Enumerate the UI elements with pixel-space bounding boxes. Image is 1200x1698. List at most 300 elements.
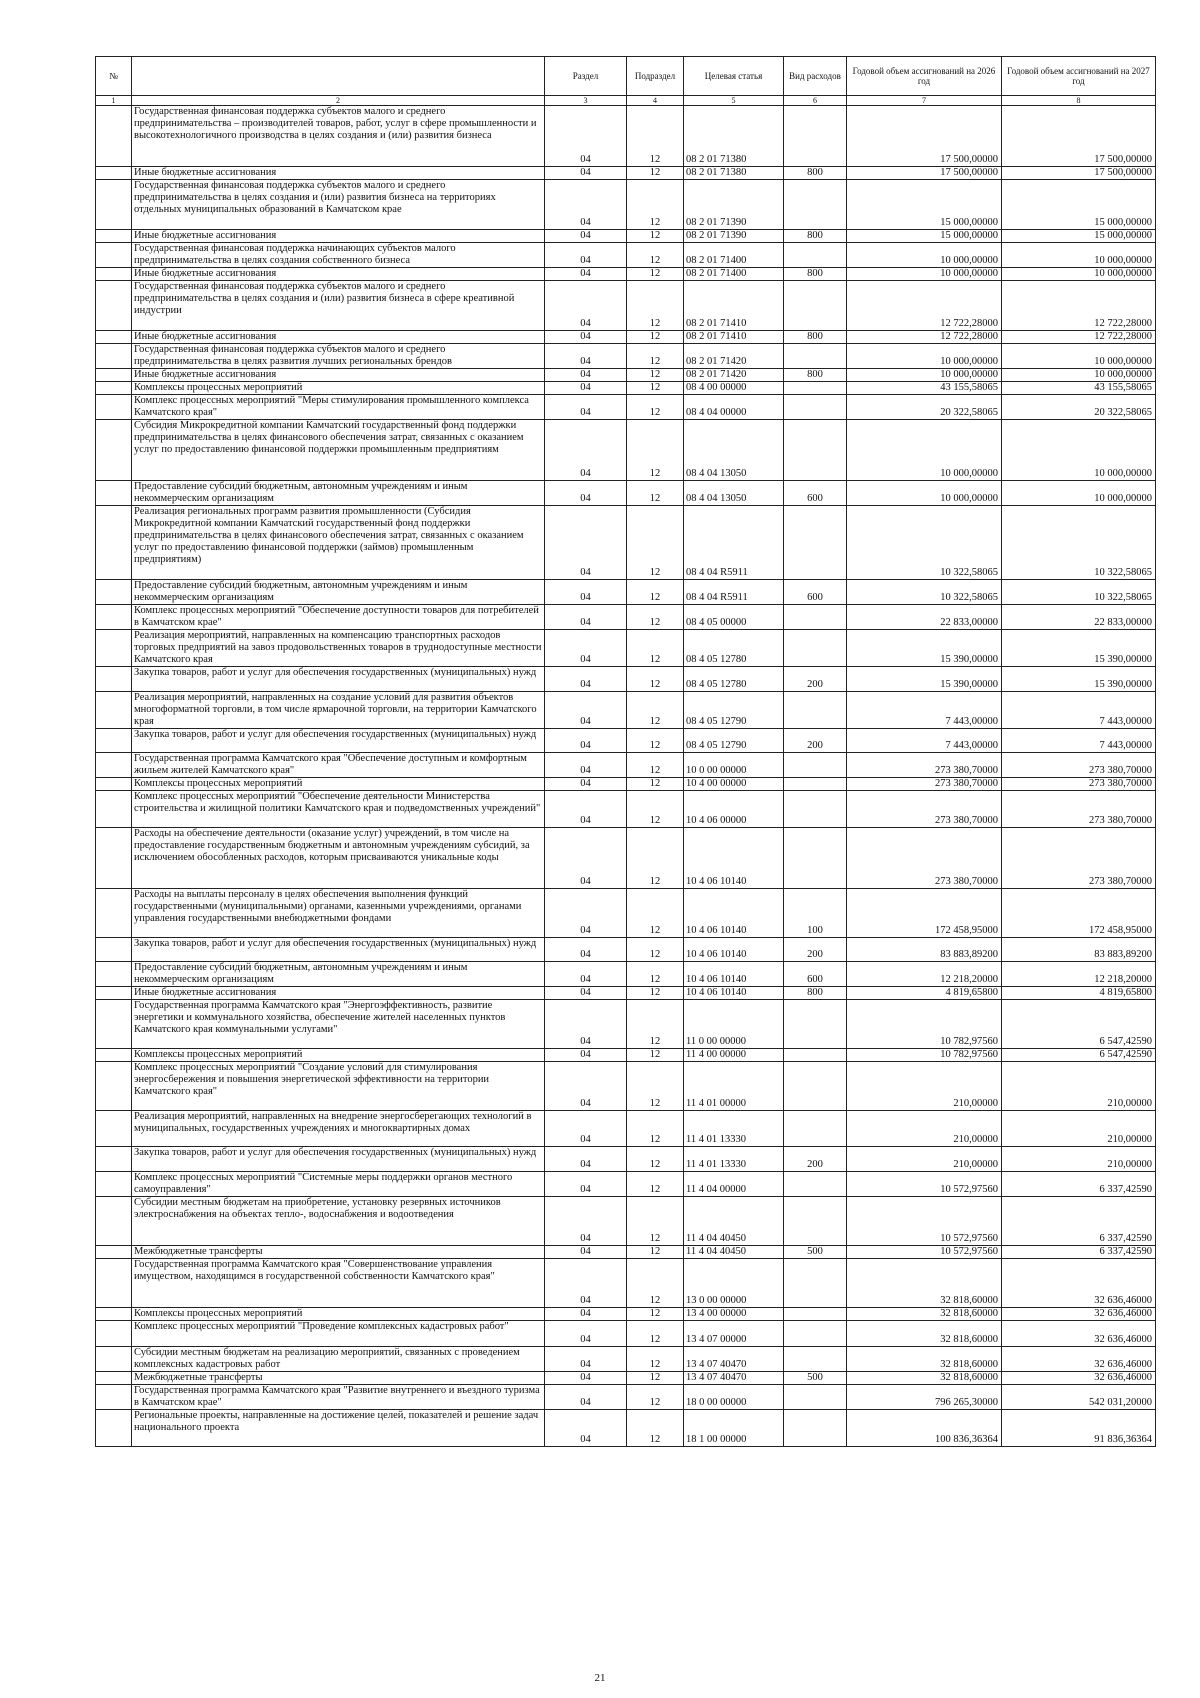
row-number [96, 605, 132, 630]
row-razdel: 04 [545, 987, 627, 1000]
row-podrazdel: 12 [627, 828, 684, 889]
row-amount-2027: 6 337,42590 [1002, 1172, 1156, 1197]
header-index: 7 [847, 96, 1002, 106]
row-razdel: 04 [545, 1000, 627, 1049]
row-razdel: 04 [545, 889, 627, 938]
row-expense-type [784, 1410, 847, 1447]
row-target-article: 08 2 01 71390 [684, 180, 784, 230]
row-amount-2026: 10 322,58065 [847, 580, 1002, 605]
row-number [96, 692, 132, 729]
row-amount-2027: 15 390,00000 [1002, 667, 1156, 692]
row-podrazdel: 12 [627, 369, 684, 382]
row-amount-2027: 10 000,00000 [1002, 420, 1156, 481]
row-number [96, 1347, 132, 1372]
row-expense-type: 200 [784, 729, 847, 753]
row-podrazdel: 12 [627, 1062, 684, 1111]
row-expense-type: 600 [784, 481, 847, 506]
row-number [96, 331, 132, 344]
row-razdel: 04 [545, 506, 627, 580]
row-target-article: 13 4 07 00000 [684, 1321, 784, 1347]
row-number [96, 828, 132, 889]
header-index: 8 [1002, 96, 1156, 106]
row-name: Расходы на выплаты персоналу в целях обеспечения выполнения функций государственными (муниципальными) органами, казенными учреждениями, органами управления государственными внебюджетными фондами [132, 889, 545, 938]
row-target-article: 08 4 00 00000 [684, 382, 784, 395]
row-target-article: 08 4 05 00000 [684, 605, 784, 630]
row-razdel: 04 [545, 667, 627, 692]
row-amount-2027: 4 819,65800 [1002, 987, 1156, 1000]
row-amount-2027: 210,00000 [1002, 1111, 1156, 1147]
row-expense-type: 800 [784, 268, 847, 281]
row-name: Государственная финансовая поддержка субъектов малого и среднего предпринимательства в целях создания и (или) развития бизнеса в сфере креативной индустрии [132, 281, 545, 331]
row-number [96, 344, 132, 369]
row-expense-type: 500 [784, 1372, 847, 1385]
row-podrazdel: 12 [627, 962, 684, 987]
row-number [96, 962, 132, 987]
row-target-article: 18 1 00 00000 [684, 1410, 784, 1447]
row-expense-type [784, 1062, 847, 1111]
row-number [96, 1259, 132, 1308]
table-row [96, 1147, 1156, 1172]
row-expense-type [784, 243, 847, 268]
row-target-article: 08 4 05 12780 [684, 630, 784, 667]
row-amount-2026: 10 322,58065 [847, 506, 1002, 580]
row-razdel: 04 [545, 1147, 627, 1172]
row-amount-2026: 273 380,70000 [847, 828, 1002, 889]
row-number [96, 1385, 132, 1410]
row-amount-2026: 4 819,65800 [847, 987, 1002, 1000]
row-amount-2026: 10 000,00000 [847, 420, 1002, 481]
row-expense-type [784, 778, 847, 791]
row-razdel: 04 [545, 1172, 627, 1197]
row-name: Закупка товаров, работ и услуг для обеспечения государственных (муниципальных) нужд [132, 667, 545, 692]
row-expense-type [784, 828, 847, 889]
row-podrazdel: 12 [627, 1308, 684, 1321]
row-amount-2026: 273 380,70000 [847, 778, 1002, 791]
row-razdel: 04 [545, 382, 627, 395]
row-target-article: 08 2 01 71380 [684, 167, 784, 180]
row-number [96, 729, 132, 753]
row-target-article: 08 2 01 71400 [684, 243, 784, 268]
row-number [96, 580, 132, 605]
table-row [96, 1259, 1156, 1308]
row-podrazdel: 12 [627, 1259, 684, 1308]
row-number [96, 889, 132, 938]
row-podrazdel: 12 [627, 420, 684, 481]
row-razdel: 04 [545, 243, 627, 268]
table-row [96, 230, 1156, 243]
row-target-article: 11 4 04 00000 [684, 1172, 784, 1197]
table-row [96, 630, 1156, 667]
row-amount-2027: 43 155,58065 [1002, 382, 1156, 395]
row-razdel: 04 [545, 729, 627, 753]
table-row [96, 1321, 1156, 1347]
row-razdel: 04 [545, 481, 627, 506]
row-amount-2026: 10 572,97560 [847, 1172, 1002, 1197]
row-podrazdel: 12 [627, 344, 684, 369]
row-number [96, 1147, 132, 1172]
row-podrazdel: 12 [627, 987, 684, 1000]
row-target-article: 08 4 05 12790 [684, 729, 784, 753]
row-name: Государственная программа Камчатского края "Обеспечение доступным и комфортным жильем жителей Камчатского края" [132, 753, 545, 778]
budget-table-sheet [95, 56, 1155, 1447]
page-number: 21 [594, 1672, 606, 1684]
row-target-article: 08 2 01 71410 [684, 331, 784, 344]
row-expense-type [784, 791, 847, 828]
row-amount-2026: 172 458,95000 [847, 889, 1002, 938]
table-row [96, 1410, 1156, 1447]
row-name: Субсидии местным бюджетам на реализацию мероприятий, связанных с проведением комплексных кадастровых работ [132, 1347, 545, 1372]
row-razdel: 04 [545, 630, 627, 667]
row-amount-2027: 17 500,00000 [1002, 106, 1156, 167]
row-target-article: 08 4 05 12780 [684, 667, 784, 692]
row-expense-type [784, 420, 847, 481]
row-name: Реализация мероприятий, направленных на компенсацию транспортных расходов торговых предприятий на завоз продовольственных товаров в труднодоступные местности Камчатского края [132, 630, 545, 667]
row-amount-2027: 12 722,28000 [1002, 331, 1156, 344]
row-name: Иные бюджетные ассигнования [132, 230, 545, 243]
row-target-article: 11 4 04 40450 [684, 1246, 784, 1259]
row-number [96, 753, 132, 778]
row-razdel: 04 [545, 395, 627, 420]
row-expense-type [784, 1049, 847, 1062]
row-target-article: 08 4 04 00000 [684, 395, 784, 420]
row-expense-type [784, 753, 847, 778]
row-number [96, 1000, 132, 1049]
header-index: 4 [627, 96, 684, 106]
header-volume-2027: Годовой объем ассигнований на 2027 год [1002, 57, 1156, 96]
row-name: Иные бюджетные ассигнования [132, 369, 545, 382]
row-number [96, 938, 132, 962]
row-razdel: 04 [545, 1372, 627, 1385]
row-amount-2026: 17 500,00000 [847, 106, 1002, 167]
row-number [96, 1197, 132, 1246]
row-expense-type [784, 1385, 847, 1410]
table-row [96, 753, 1156, 778]
row-target-article: 08 2 01 71410 [684, 281, 784, 331]
row-podrazdel: 12 [627, 889, 684, 938]
header-number: № [96, 57, 132, 96]
row-number [96, 1062, 132, 1111]
row-podrazdel: 12 [627, 395, 684, 420]
row-amount-2026: 32 818,60000 [847, 1308, 1002, 1321]
table-row [96, 1347, 1156, 1372]
row-target-article: 08 2 01 71420 [684, 369, 784, 382]
row-razdel: 04 [545, 369, 627, 382]
row-razdel: 04 [545, 281, 627, 331]
table-row [96, 580, 1156, 605]
table-row [96, 243, 1156, 268]
row-razdel: 04 [545, 106, 627, 167]
row-target-article: 08 4 04 13050 [684, 420, 784, 481]
table-row [96, 1385, 1156, 1410]
row-podrazdel: 12 [627, 1049, 684, 1062]
row-amount-2027: 15 000,00000 [1002, 180, 1156, 230]
table-row [96, 791, 1156, 828]
table-row [96, 938, 1156, 962]
row-podrazdel: 12 [627, 1321, 684, 1347]
row-razdel: 04 [545, 180, 627, 230]
row-amount-2026: 22 833,00000 [847, 605, 1002, 630]
row-target-article: 10 0 00 00000 [684, 753, 784, 778]
row-expense-type [784, 605, 847, 630]
row-target-article: 11 4 01 00000 [684, 1062, 784, 1111]
row-razdel: 04 [545, 1197, 627, 1246]
row-podrazdel: 12 [627, 630, 684, 667]
row-amount-2027: 83 883,89200 [1002, 938, 1156, 962]
row-amount-2027: 12 218,20000 [1002, 962, 1156, 987]
row-target-article: 10 4 06 10140 [684, 987, 784, 1000]
row-expense-type [784, 1197, 847, 1246]
table-row [96, 1197, 1156, 1246]
row-name: Государственная финансовая поддержка субъектов малого и среднего предпринимательства в целях развития лучших региональных брендов [132, 344, 545, 369]
row-name: Региональные проекты, направленные на достижение целей, показателей и решение задач национального проекта [132, 1410, 545, 1447]
row-amount-2027: 20 322,58065 [1002, 395, 1156, 420]
row-podrazdel: 12 [627, 243, 684, 268]
row-amount-2027: 7 443,00000 [1002, 729, 1156, 753]
row-target-article: 08 2 01 71390 [684, 230, 784, 243]
row-razdel: 04 [545, 1259, 627, 1308]
row-name: Предоставление субсидий бюджетным, автономным учреждениям и иным некоммерческим организациям [132, 481, 545, 506]
table-row [96, 605, 1156, 630]
row-target-article: 11 4 01 13330 [684, 1147, 784, 1172]
row-expense-type: 800 [784, 369, 847, 382]
row-number [96, 1321, 132, 1347]
row-number [96, 243, 132, 268]
row-amount-2027: 172 458,95000 [1002, 889, 1156, 938]
row-amount-2027: 10 000,00000 [1002, 268, 1156, 281]
row-amount-2026: 12 722,28000 [847, 331, 1002, 344]
row-amount-2026: 32 818,60000 [847, 1372, 1002, 1385]
row-amount-2027: 10 322,58065 [1002, 580, 1156, 605]
row-expense-type [784, 382, 847, 395]
row-razdel: 04 [545, 778, 627, 791]
row-number [96, 395, 132, 420]
row-razdel: 04 [545, 230, 627, 243]
row-name: Комплекс процессных мероприятий "Меры стимулирования промышленного комплекса Камчатского края" [132, 395, 545, 420]
row-target-article: 08 2 01 71380 [684, 106, 784, 167]
row-podrazdel: 12 [627, 1246, 684, 1259]
budget-table [95, 56, 1156, 1447]
row-amount-2027: 273 380,70000 [1002, 778, 1156, 791]
row-podrazdel: 12 [627, 1410, 684, 1447]
row-expense-type [784, 1172, 847, 1197]
row-amount-2027: 6 337,42590 [1002, 1197, 1156, 1246]
header-expense-type: Вид расходов [784, 57, 847, 96]
row-target-article: 10 4 06 10140 [684, 828, 784, 889]
row-razdel: 04 [545, 167, 627, 180]
row-podrazdel: 12 [627, 938, 684, 962]
row-amount-2026: 10 000,00000 [847, 243, 1002, 268]
row-number [96, 1246, 132, 1259]
row-amount-2026: 10 000,00000 [847, 481, 1002, 506]
row-name: Государственная финансовая поддержка начинающих субъектов малого предпринимательства в целях создания собственного бизнеса [132, 243, 545, 268]
row-target-article: 13 4 00 00000 [684, 1308, 784, 1321]
row-name: Государственная финансовая поддержка субъектов малого и среднего предпринимательства – производителей товаров, работ, услуг в сфере промышленности и высокотехнологичного производства в целях создания и (или) развития бизнеса [132, 106, 545, 167]
row-target-article: 13 4 07 40470 [684, 1372, 784, 1385]
row-amount-2027: 10 000,00000 [1002, 481, 1156, 506]
row-razdel: 04 [545, 344, 627, 369]
table-row [96, 962, 1156, 987]
table-row [96, 729, 1156, 753]
row-target-article: 08 4 04 13050 [684, 481, 784, 506]
header-razdel: Раздел [545, 57, 627, 96]
row-target-article: 08 2 01 71400 [684, 268, 784, 281]
table-row [96, 1372, 1156, 1385]
row-number [96, 1111, 132, 1147]
header-index: 6 [784, 96, 847, 106]
row-name: Межбюджетные трансферты [132, 1372, 545, 1385]
row-amount-2026: 15 000,00000 [847, 180, 1002, 230]
table-row [96, 382, 1156, 395]
row-amount-2027: 10 000,00000 [1002, 344, 1156, 369]
row-amount-2027: 273 380,70000 [1002, 753, 1156, 778]
row-podrazdel: 12 [627, 506, 684, 580]
table-row [96, 268, 1156, 281]
table-row [96, 106, 1156, 167]
row-amount-2027: 10 000,00000 [1002, 243, 1156, 268]
row-number [96, 167, 132, 180]
row-expense-type [784, 281, 847, 331]
header-target-article: Целевая статья [684, 57, 784, 96]
row-name: Межбюджетные трансферты [132, 1246, 545, 1259]
row-podrazdel: 12 [627, 1372, 684, 1385]
row-amount-2026: 43 155,58065 [847, 382, 1002, 395]
row-amount-2027: 32 636,46000 [1002, 1372, 1156, 1385]
row-number [96, 281, 132, 331]
row-amount-2026: 32 818,60000 [847, 1259, 1002, 1308]
row-amount-2026: 10 572,97560 [847, 1197, 1002, 1246]
row-razdel: 04 [545, 962, 627, 987]
row-expense-type: 600 [784, 580, 847, 605]
row-amount-2026: 210,00000 [847, 1111, 1002, 1147]
row-name: Реализация мероприятий, направленных на внедрение энергосберегающих технологий в муниципальных, государственных учреждениях и многоквартирных домах [132, 1111, 545, 1147]
row-amount-2026: 15 390,00000 [847, 667, 1002, 692]
table-row [96, 1000, 1156, 1049]
table-row [96, 167, 1156, 180]
table-row [96, 692, 1156, 729]
header-index: 3 [545, 96, 627, 106]
row-target-article: 11 4 00 00000 [684, 1049, 784, 1062]
row-amount-2026: 210,00000 [847, 1147, 1002, 1172]
row-target-article: 10 4 06 00000 [684, 791, 784, 828]
row-name: Закупка товаров, работ и услуг для обеспечения государственных (муниципальных) нужд [132, 729, 545, 753]
row-amount-2026: 32 818,60000 [847, 1321, 1002, 1347]
row-expense-type: 200 [784, 1147, 847, 1172]
row-target-article: 11 4 04 40450 [684, 1197, 784, 1246]
row-podrazdel: 12 [627, 1385, 684, 1410]
row-number [96, 106, 132, 167]
row-amount-2026: 32 818,60000 [847, 1347, 1002, 1372]
table-header [96, 57, 1156, 106]
row-amount-2026: 100 836,36364 [847, 1410, 1002, 1447]
row-expense-type [784, 395, 847, 420]
row-amount-2026: 273 380,70000 [847, 791, 1002, 828]
row-amount-2027: 7 443,00000 [1002, 692, 1156, 729]
row-name: Государственная программа Камчатского края "Совершенствование управления имуществом, находящимся в государственной собственности Камчатского края" [132, 1259, 545, 1308]
row-amount-2026: 10 572,97560 [847, 1246, 1002, 1259]
row-podrazdel: 12 [627, 167, 684, 180]
row-name: Комплекс процессных мероприятий "Проведение комплексных кадастровых работ" [132, 1321, 545, 1347]
row-number [96, 1049, 132, 1062]
row-expense-type [784, 1321, 847, 1347]
row-amount-2027: 6 547,42590 [1002, 1049, 1156, 1062]
row-expense-type: 800 [784, 987, 847, 1000]
row-target-article: 10 4 06 10140 [684, 938, 784, 962]
row-number [96, 268, 132, 281]
row-podrazdel: 12 [627, 481, 684, 506]
row-expense-type: 800 [784, 331, 847, 344]
row-amount-2027: 542 031,20000 [1002, 1385, 1156, 1410]
table-row [96, 1172, 1156, 1197]
row-razdel: 04 [545, 605, 627, 630]
table-row [96, 1049, 1156, 1062]
row-amount-2026: 15 000,00000 [847, 230, 1002, 243]
row-amount-2026: 7 443,00000 [847, 729, 1002, 753]
row-target-article: 08 2 01 71420 [684, 344, 784, 369]
row-target-article: 13 4 07 40470 [684, 1347, 784, 1372]
row-razdel: 04 [545, 580, 627, 605]
table-row [96, 395, 1156, 420]
row-name: Комплекс процессных мероприятий "Системные меры поддержки органов местного самоуправления" [132, 1172, 545, 1197]
row-name: Комплекс процессных мероприятий "Создание условий для стимулирования энергосбережения и повышения энергетической эффективности на территории Камчатского края" [132, 1062, 545, 1111]
row-amount-2027: 273 380,70000 [1002, 791, 1156, 828]
row-number [96, 1410, 132, 1447]
row-razdel: 04 [545, 1321, 627, 1347]
row-razdel: 04 [545, 1385, 627, 1410]
table-row [96, 667, 1156, 692]
row-amount-2026: 12 722,28000 [847, 281, 1002, 331]
table-row [96, 1246, 1156, 1259]
row-expense-type: 200 [784, 667, 847, 692]
row-name: Расходы на обеспечение деятельности (оказание услуг) учреждений, в том числе на предоставление государственным бюджетным и автономным учреждениям субсидий, за исключением обособленных расходов, которым присваиваются уникальные коды [132, 828, 545, 889]
row-name: Субсидия Микрокредитной компании Камчатский государственный фонд поддержки предпринимательства в целях финансового обеспечения затрат, связанных с оказанием услуг по предоставлению финансовой поддержки промышленным предприятиям [132, 420, 545, 481]
row-number [96, 1308, 132, 1321]
table-row [96, 889, 1156, 938]
row-expense-type: 100 [784, 889, 847, 938]
row-target-article: 11 4 01 13330 [684, 1111, 784, 1147]
row-podrazdel: 12 [627, 580, 684, 605]
row-expense-type [784, 1111, 847, 1147]
row-name: Государственная программа Камчатского края "Энергоэффективность, развитие энергетики и коммунального хозяйства, обеспечение жителей населенных пунктов Камчатского края коммунальными услугами" [132, 1000, 545, 1049]
row-expense-type: 800 [784, 167, 847, 180]
row-expense-type: 200 [784, 938, 847, 962]
row-razdel: 04 [545, 1049, 627, 1062]
row-amount-2026: 10 000,00000 [847, 344, 1002, 369]
row-name: Субсидии местным бюджетам на приобретение, установку резервных источников электроснабжения на объектах тепло-, водоснабжения и водоотведения [132, 1197, 545, 1246]
row-name: Иные бюджетные ассигнования [132, 987, 545, 1000]
row-amount-2026: 796 265,30000 [847, 1385, 1002, 1410]
row-name: Реализация региональных программ развития промышленности (Субсидия Микрокредитной компании Камчатский государственный фонд поддержки предпринимательства в целях финансового обеспечения затрат, связанных с оказанием услуг по предоставлению финансовой поддержки (займов) промышленным предприятиям) [132, 506, 545, 580]
row-amount-2027: 10 000,00000 [1002, 369, 1156, 382]
row-razdel: 04 [545, 1062, 627, 1111]
row-expense-type [784, 630, 847, 667]
row-target-article: 10 4 06 10140 [684, 962, 784, 987]
row-amount-2027: 210,00000 [1002, 1147, 1156, 1172]
row-podrazdel: 12 [627, 1172, 684, 1197]
row-number [96, 1372, 132, 1385]
table-row [96, 506, 1156, 580]
row-podrazdel: 12 [627, 230, 684, 243]
row-razdel: 04 [545, 420, 627, 481]
table-row [96, 1111, 1156, 1147]
row-podrazdel: 12 [627, 1347, 684, 1372]
row-name: Государственная финансовая поддержка субъектов малого и среднего предпринимательства в целях создания и (или) развития бизнеса на территориях отдельных муниципальных образований в Камчатском крае [132, 180, 545, 230]
row-expense-type [784, 506, 847, 580]
row-podrazdel: 12 [627, 106, 684, 167]
row-podrazdel: 12 [627, 1000, 684, 1049]
table-row [96, 1308, 1156, 1321]
row-amount-2026: 20 322,58065 [847, 395, 1002, 420]
row-podrazdel: 12 [627, 268, 684, 281]
